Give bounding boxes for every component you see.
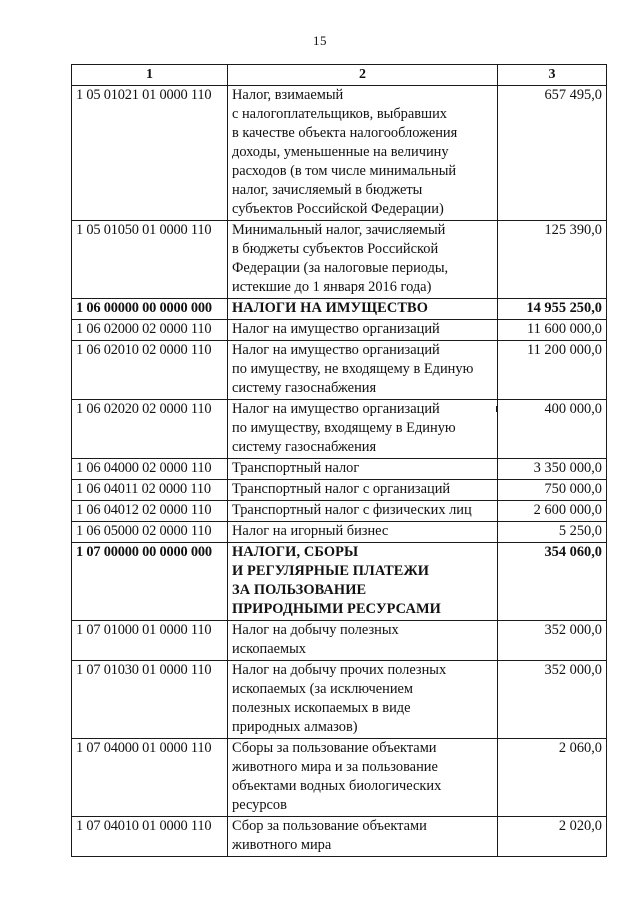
revenue-amount: 11 200 000,0 [498, 341, 607, 400]
revenue-amount: 5 250,0 [498, 522, 607, 543]
revenue-name: Налог на имущество организаций [228, 320, 498, 341]
classification-code: 1 06 02020 02 0000 110 [72, 400, 228, 459]
table-row [72, 817, 607, 857]
classification-code: 1 07 04000 01 0000 110 [72, 739, 228, 817]
table-row [72, 543, 607, 621]
table-row [72, 86, 607, 221]
table-row [72, 299, 607, 320]
revenue-amount: 14 955 250,0 [498, 299, 607, 320]
column-header-code: 1 [72, 65, 228, 86]
revenue-name: Транспортный налог с организаций [228, 480, 498, 501]
revenue-name: Налог, взимаемый с налогоплательщиков, выбравших в качестве объекта налогообложения доходы, уменьшенные на величину расходов (в том числе минимальный налог, зачисляемый в бюджеты субъектов Российской Федерации) [228, 86, 498, 221]
table-row [72, 341, 607, 400]
classification-code: 1 05 01050 01 0000 110 [72, 221, 228, 299]
revenue-name: Транспортный налог с физических лиц [228, 501, 498, 522]
column-header-name: 2 [228, 65, 498, 86]
revenue-name: Налог на имущество организаций по имуществу, входящему в Единую систему газоснабжения [228, 400, 498, 459]
classification-code: 1 07 01030 01 0000 110 [72, 661, 228, 739]
revenue-amount: 11 600 000,0 [498, 320, 607, 341]
classification-code: 1 06 04000 02 0000 110 [72, 459, 228, 480]
table-row [72, 459, 607, 480]
classification-code: 1 06 04011 02 0000 110 [72, 480, 228, 501]
classification-code: 1 06 00000 00 0000 000 [72, 299, 228, 320]
table-row [72, 400, 607, 459]
table-row [72, 661, 607, 739]
table-row [72, 501, 607, 522]
classification-code: 1 06 04012 02 0000 110 [72, 501, 228, 522]
table-row [72, 320, 607, 341]
revenue-name: Налог на имущество организаций по имуществу, не входящему в Единую систему газоснабжения [228, 341, 498, 400]
revenue-amount: 3 350 000,0 [498, 459, 607, 480]
classification-code: 1 06 02000 02 0000 110 [72, 320, 228, 341]
revenue-name: НАЛОГИ НА ИМУЩЕСТВО [228, 299, 498, 320]
revenue-amount: 2 060,0 [498, 739, 607, 817]
revenue-amount: 657 495,0 [498, 86, 607, 221]
classification-code: 1 07 04010 01 0000 110 [72, 817, 228, 857]
table-row [72, 480, 607, 501]
revenue-name: Сбор за пользование объектами животного мира [228, 817, 498, 857]
revenue-name: Сборы за пользование объектами животного мира и за пользование объектами водных биологических ресурсов [228, 739, 498, 817]
classification-code: 1 07 00000 00 0000 000 [72, 543, 228, 621]
column-header-amount: 3 [498, 65, 607, 86]
page-number: 15 [313, 33, 327, 48]
table-header-row [72, 65, 607, 86]
revenue-amount: 400 000,0 [498, 400, 607, 459]
revenue-amount: 352 000,0 [498, 621, 607, 661]
revenue-name: Налог на добычу прочих полезных ископаемых (за исключением полезных ископаемых в виде природных алмазов) [228, 661, 498, 739]
revenue-amount: 2 600 000,0 [498, 501, 607, 522]
revenue-amount: 125 390,0 [498, 221, 607, 299]
budget-revenue-table [71, 64, 607, 857]
classification-code: 1 06 02010 02 0000 110 [72, 341, 228, 400]
revenue-amount: 2 020,0 [498, 817, 607, 857]
classification-code: 1 06 05000 02 0000 110 [72, 522, 228, 543]
table-body [72, 86, 607, 857]
table-row [72, 522, 607, 543]
table-row [72, 221, 607, 299]
revenue-name: НАЛОГИ, СБОРЫ И РЕГУЛЯРНЫЕ ПЛАТЕЖИ ЗА ПОЛЬЗОВАНИЕ ПРИРОДНЫМИ РЕСУРСАМИ [228, 543, 498, 621]
revenue-amount: 750 000,0 [498, 480, 607, 501]
table-row [72, 621, 607, 661]
revenue-amount: 354 060,0 [498, 543, 607, 621]
revenue-name: Налог на игорный бизнес [228, 522, 498, 543]
scan-mark [496, 406, 497, 412]
revenue-name: Транспортный налог [228, 459, 498, 480]
revenue-name: Минимальный налог, зачисляемый в бюджеты субъектов Российской Федерации (за налоговые периоды, истекшие до 1 января 2016 года) [228, 221, 498, 299]
revenue-name: Налог на добычу полезных ископаемых [228, 621, 498, 661]
classification-code: 1 05 01021 01 0000 110 [72, 86, 228, 221]
revenue-amount: 352 000,0 [498, 661, 607, 739]
table-row [72, 739, 607, 817]
classification-code: 1 07 01000 01 0000 110 [72, 621, 228, 661]
